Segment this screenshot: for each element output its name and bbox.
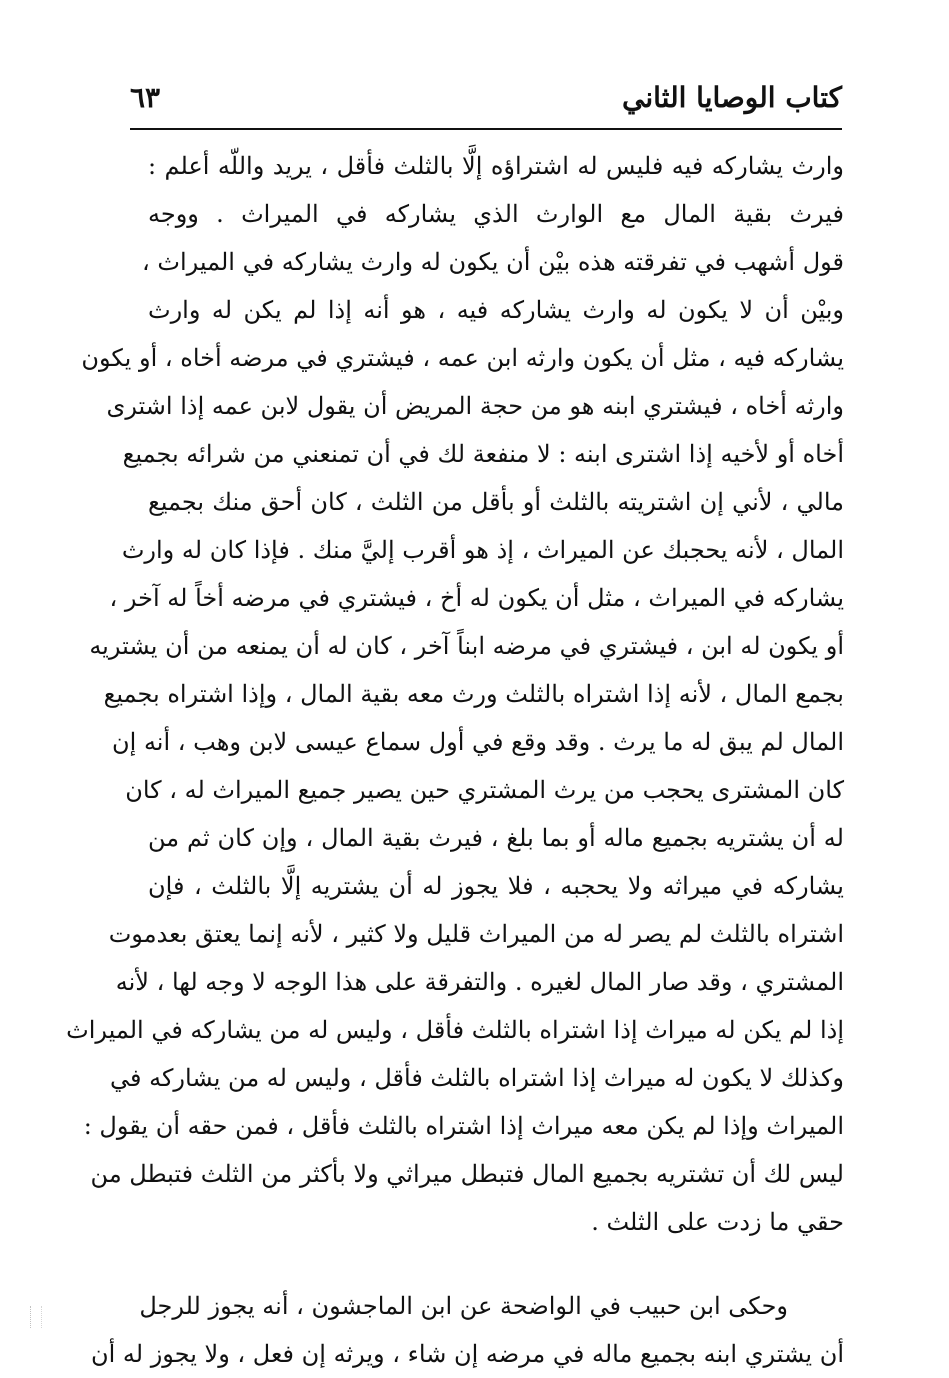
text-line: يشاركه في ميراثه ولا يحجبه ، فلا يجوز له أن يشتريه إلَّا بالثلث ، فإن bbox=[148, 872, 844, 900]
header-rule bbox=[130, 128, 842, 130]
text-line: أن يشتري ابنه بجميع ماله في مرضه إن شاء ، ويرثه إن فعل ، ولا يجوز له أن bbox=[90, 1340, 844, 1368]
text-line: أخاه أو لأخيه إذا اشترى ابنه : لا منفعة لك في أن تمنعني من شرائه بجميع bbox=[122, 440, 844, 468]
text-line: المشتري ، وقد صار المال لغيره . والتفرقة على هذا الوجه لا وجه لها ، لأنه bbox=[115, 968, 844, 996]
text-line: الميراث وإذا لم يكن معه ميراث إذا اشتراه بالثلث فأقل ، فمن حقه أن يقول : bbox=[83, 1112, 844, 1140]
text-line: قول أشهب في تفرقته هذه بيْن أن يكون له وارث يشاركه في الميراث ، bbox=[141, 248, 844, 276]
paragraph bbox=[66, 142, 844, 1246]
text-line: له أن يشتريه بجميع ماله أو بما بلغ ، فيرث بقية المال ، وإن كان ثم من bbox=[148, 824, 844, 852]
text-line: حقي ما زدت على الثلث . bbox=[591, 1208, 844, 1236]
text-line: مالي ، لأني إن اشتريته بالثلث أو بأقل من الثلث ، كان أحق منك بجميع bbox=[148, 488, 844, 516]
text-line: فيرث بقية المال مع الوارث الذي يشاركه في الميراث . ووجه bbox=[148, 200, 844, 228]
text-line: ليس لك أن تشتريه بجميع المال فتبطل ميراثي ولا بأكثر من الثلث فتبطل من bbox=[90, 1160, 844, 1188]
text-line: أو يكون له ابن ، فيشتري في مرضه ابناً آخر ، كان له أن يمنعه من أن يشتريه bbox=[89, 632, 844, 660]
text-line: وحكى ابن حبيب في الواضحة عن ابن الماجشون ، أنه يجوز للرجل bbox=[139, 1292, 788, 1320]
page-header bbox=[130, 78, 842, 122]
text-line: وبيْن أن لا يكون له وارث يشاركه فيه ، هو أنه إذا لم يكن له وارث bbox=[148, 296, 844, 324]
text-line: المال لم يبق له ما يرث . وقد وقع في أول سماع عيسى لابن وهب ، أنه إن bbox=[112, 728, 844, 756]
text-line: يشاركه فيه ، مثل أن يكون وارثه ابن عمه ، فيشتري في مرضه أخاه ، أو يكون bbox=[81, 344, 844, 372]
text-line: يشاركه في الميراث ، مثل أن يكون له أخ ، فيشتري في مرضه أخاً له آخر ، bbox=[109, 584, 844, 612]
text-line: وارث يشاركه فيه فليس له اشتراؤه إلَّا بالثلث فأقل ، يريد واللّه أعلم : bbox=[148, 152, 844, 180]
text-line: إذا لم يكن له ميراث إذا اشتراه بالثلث فأقل ، وليس له من يشاركه في الميراث bbox=[66, 1016, 844, 1044]
text-line: وارثه أخاه ، فيشتري ابنه هو من حجة المريض أن يقول لابن عمه إذا اشترى bbox=[106, 392, 844, 420]
scan-speck bbox=[30, 1306, 42, 1328]
text-line: اشتراه بالثلث لم يصر له من الميراث قليل ولا كثير ، لأنه إنما يعتق بعدموت bbox=[108, 920, 844, 948]
text-line: المال ، لأنه يحجبك عن الميراث ، إذ هو أقرب إليَّ منك . فإذا كان له وارث bbox=[121, 536, 844, 564]
body-text bbox=[66, 142, 844, 1378]
running-title: كتاب الوصايا الثاني bbox=[622, 81, 842, 114]
page-number: ٦٣ bbox=[130, 81, 161, 114]
text-line: كان المشترى يحجب من يرث المشتري حين يصير جميع الميراث له ، كان bbox=[125, 776, 844, 804]
paragraph-gap bbox=[148, 1246, 844, 1282]
text-line: بجمع المال ، لأنه إذا اشتراه بالثلث ورث معه بقية المال ، وإذا اشتراه بجميع bbox=[103, 680, 844, 708]
paragraph bbox=[90, 1282, 844, 1378]
text-line: وكذلك لا يكون له ميراث إذا اشتراه بالثلث فأقل ، وليس له من يشاركه في bbox=[110, 1064, 844, 1092]
